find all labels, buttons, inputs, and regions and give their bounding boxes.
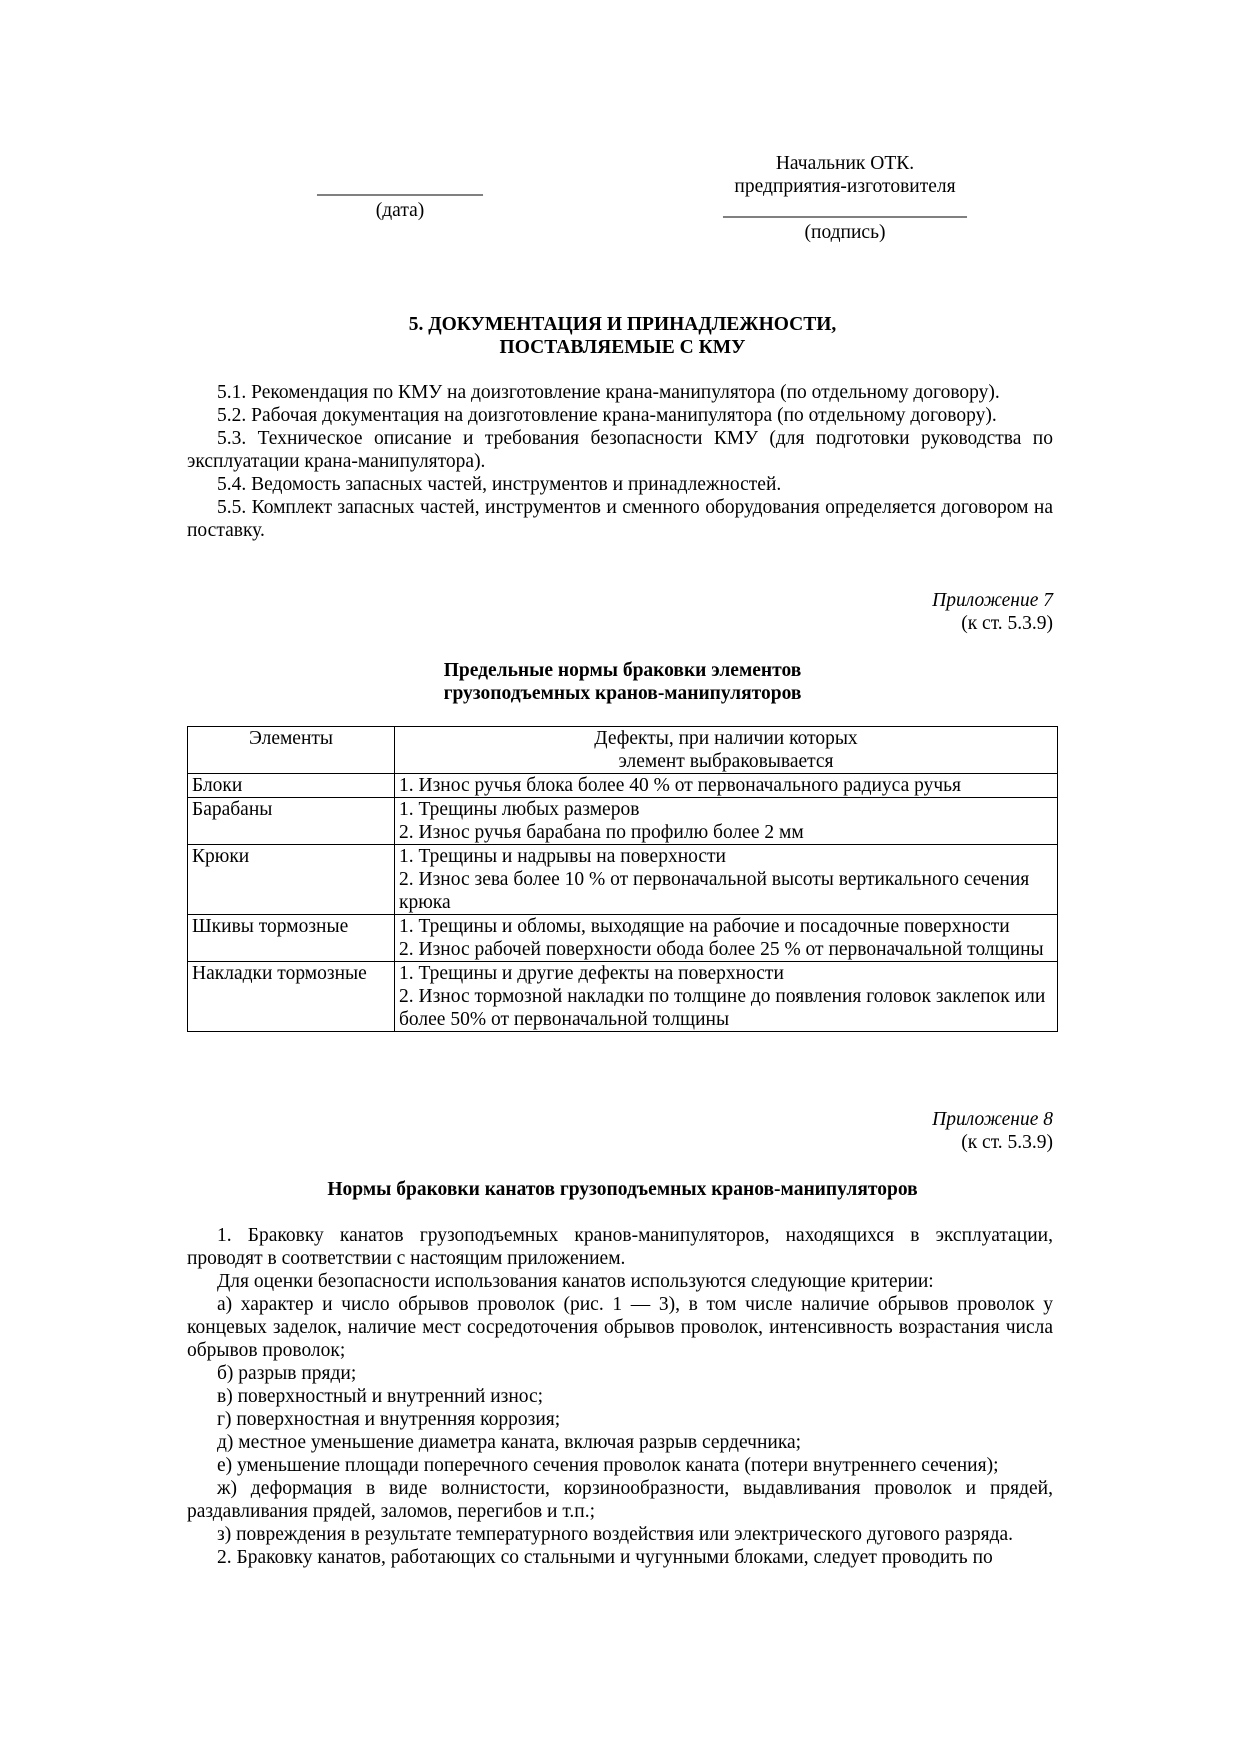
table-cell-element: Крюки: [188, 845, 395, 915]
paragraph: в) поверхностный и внутренний износ;: [217, 1386, 544, 1407]
list-item: 5.2. Рабочая документация на доизготовление крана-манипулятора (по отдельному договору).: [217, 405, 997, 426]
paragraph: б) разрыв пряди;: [217, 1363, 357, 1384]
appendix8-label: Приложение 8: [932, 1109, 1053, 1130]
appendix8-ref: (к ст. 5.3.9): [961, 1132, 1053, 1153]
table-cell-element: Накладки тормозные: [188, 962, 395, 1032]
paragraph: Для оценки безопасности использования канатов используются следующие критерии:: [217, 1271, 934, 1292]
paragraph: а) характер и число обрывов проволок (рис. 1 — 3), в том числе наличие обрывов проволок у концевых заделок, наличие мест сосредоточения обрывов проволок, интенсивность возрастания числа обрывов проволок;: [187, 1294, 1053, 1361]
appendix8-text: [187, 1224, 1053, 1569]
table-row: [188, 915, 1058, 962]
list-item: 5.5. Комплект запасных частей, инструментов и сменного оборудования определяется договором на поставку.: [187, 497, 1053, 541]
table-cell-element: Барабаны: [188, 798, 395, 845]
table-cell-element: Шкивы тормозные: [188, 915, 395, 962]
section5-items: [187, 381, 1053, 542]
position-subtitle: предприятия-изготовителя: [734, 176, 956, 197]
table-cell-defects: 1. Трещины и надрывы на поверхности 2. Износ зева более 10 % от первоначальной высоты вертикального сечения крюка: [395, 845, 1058, 915]
date-blank-line: _________________: [317, 177, 483, 198]
paragraph: 2. Браковку канатов, работающих со стальными и чугунными блоками, следует проводить по: [217, 1547, 993, 1568]
appendix7-title: Предельные нормы браковки элементов грузоподъемных кранов-манипуляторов: [443, 660, 802, 704]
table-cell-defects: 1. Трещины любых размеров 2. Износ ручья барабана по профилю более 2 мм: [395, 798, 1058, 845]
date-block: [300, 176, 500, 222]
table-cell-element: Блоки: [188, 774, 395, 798]
header-elements: Элементы: [188, 727, 395, 774]
table-row: [188, 798, 1058, 845]
paragraph: е) уменьшение площади поперечного сечения проволок каната (потери внутреннего сечения);: [217, 1455, 999, 1476]
table-row: [188, 845, 1058, 915]
appendix7-ref: (к ст. 5.3.9): [961, 613, 1053, 634]
appendix7-header: [700, 589, 1053, 635]
paragraph: ж) деформация в виде волнистости, корзинообразности, выдавливания проволок и прядей, раздавливания прядей, заломов, перегибов и т.п.;: [187, 1478, 1053, 1522]
appendix8-header: [700, 1108, 1053, 1154]
table-row: [188, 774, 1058, 798]
list-item: 5.3. Техническое описание и требования безопасности КМУ (для подготовки руководства по эксплуатации крана-манипулятора).: [187, 428, 1053, 472]
paragraph: г) поверхностная и внутренняя коррозия;: [217, 1409, 561, 1430]
paragraph: 1. Браковку канатов грузоподъемных кранов-манипуляторов, находящихся в эксплуатации, проводят в соответствии с настоящим приложением.: [187, 1225, 1053, 1269]
list-item: 5.4. Ведомость запасных частей, инструментов и принадлежностей.: [217, 474, 782, 495]
signature-block: [690, 152, 1000, 244]
paragraph: д) местное уменьшение диаметра каната, включая разрыв сердечника;: [217, 1432, 802, 1453]
paragraph: з) повреждения в результате температурного воздействия или электрического дугового разряда.: [217, 1524, 1014, 1545]
appendix8-title: Нормы браковки канатов грузоподъемных кранов-манипуляторов: [327, 1179, 918, 1200]
table-row: [188, 962, 1058, 1032]
signature-blank-line: _________________________: [723, 199, 967, 220]
table-header-row: [188, 727, 1058, 774]
position-title: Начальник ОТК.: [775, 153, 915, 174]
header-defects: Дефекты, при наличии которых элемент выбраковывается: [395, 727, 1058, 774]
signature-label: (подпись): [804, 222, 886, 243]
section5-title: 5. ДОКУМЕНТАЦИЯ И ПРИНАДЛЕЖНОСТИ, ПОСТАВЛЯЕМЫЕ С КМУ: [408, 314, 837, 358]
table-cell-defects: 1. Износ ручья блока более 40 % от первоначального радиуса ручья: [395, 774, 1058, 798]
defects-table: [187, 726, 1058, 1032]
list-item: 5.1. Рекомендация по КМУ на доизготовление крана-манипулятора (по отдельному договору).: [217, 382, 1000, 403]
table-cell-defects: 1. Трещины и другие дефекты на поверхности 2. Износ тормозной накладки по толщине до появления головок заклепок или более 50% от первоначальной толщины: [395, 962, 1058, 1032]
appendix7-label: Приложение 7: [932, 590, 1053, 611]
date-label: (дата): [375, 200, 425, 221]
table-cell-defects: 1. Трещины и обломы, выходящие на рабочие и посадочные поверхности 2. Износ рабочей поверхности обода более 25 % от первоначальной толщины: [395, 915, 1058, 962]
